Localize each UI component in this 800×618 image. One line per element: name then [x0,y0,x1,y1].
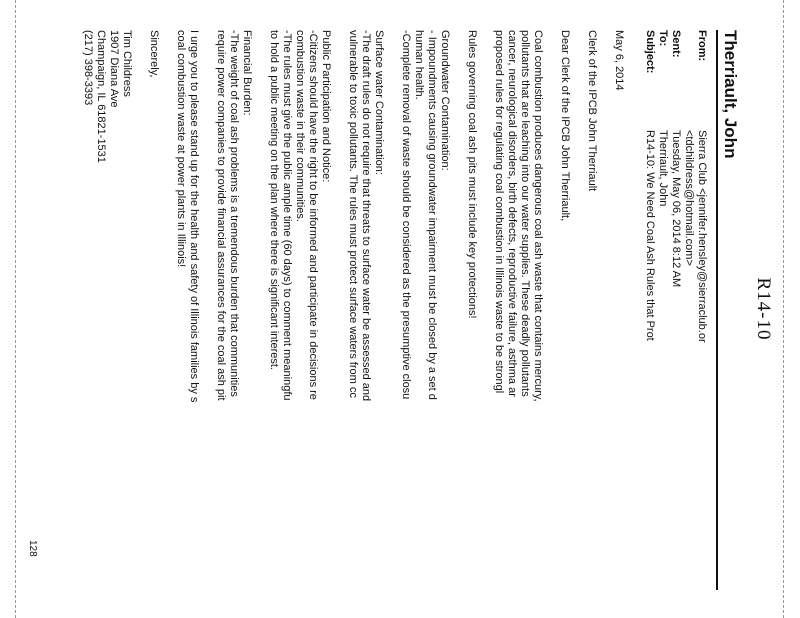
sender-name: Therriault, John [721,30,740,159]
letter-salutation: Dear Clerk of the IPCB John Therriault, [559,30,571,222]
header-divider [716,30,718,590]
surface-water-line: -The draft rules do not require that threats to surface water be assessed and [360,30,372,402]
sent-value: Tuesday, May 06, 2014 8:12 AM [670,130,682,288]
subject-row [643,30,656,343]
groundwater-line: -Complete removal of waste should be considered as the presumptive closu [400,30,412,400]
participation-line: -Citizens should have the right to be informed and participate in decisions re [307,30,319,400]
from-label: From: [696,30,708,62]
intro-line: pollutants that are leaching into our water supplies. These deadly pollutants [519,30,531,397]
subject-label: Subject: [644,30,656,74]
surface-water-heading: Surface water Contamination: [373,30,385,175]
groundwater-line: - Impoundments causing groundwater impairment must be closed by a set d [426,30,438,400]
sent-label: Sent: [670,30,682,58]
groundwater-line: human health. [413,30,425,100]
financial-line: require power companies to provide financial assurances for the coal ash pit [215,30,227,401]
subject-value: R14-10: We Need Coal Ash Rules that Prot [644,130,656,341]
signature-phone: (217) 398-3393 [82,30,94,106]
participation-line: -The rules must give the public ample time (60 days) to comment meaningfu [281,30,293,401]
scan-artifact-top [782,0,784,618]
signature-street: 1907 Diana Ave [108,30,120,108]
from-value-email: <tdchildress@hotmail.com> [683,130,695,266]
letter-recipient: Clerk of the IPCB John Therriault [586,30,598,192]
email-header [643,30,708,343]
participation-line: to hold a public meeting on the plan where there is significant interest. [268,30,280,370]
protections-line: Rules governing coal ash pits must include key protections! [466,30,478,319]
financial-line: -The weight of coal ash problems is a tremendous burden that communities [228,30,240,397]
participation-heading: Public Participation and Notice: [320,30,332,183]
surface-water-line: vulnerable to toxic pollutants. The rules must protect surface waters from cc [347,30,359,398]
from-value: Sierra Club <jennifer.hensley@sierraclub.or [696,130,708,343]
closing-line: coal combustion waste at power plants in Illinois! [175,30,187,268]
intro-line: cancer, neurological disorders, birth defects, reproductive failure, asthma ar [506,30,518,397]
participation-line: combustion waste in their communities. [294,30,306,222]
to-label: To: [657,30,669,47]
docket-number: R14-10 [753,277,774,341]
to-row [656,30,669,343]
scan-artifact-bottom [14,0,16,618]
signature-name: Tim Childress [121,30,133,97]
to-value: Therriault, John [657,130,669,207]
intro-line: Coal combustion produces dangerous coal ash waste that contains mercury, [532,30,544,402]
intro-line: proposed rules for regulating coal combustion in Illinois waste to be strongl [493,30,505,394]
groundwater-heading: Groundwater Contamination: [439,30,451,171]
closing-line: I urge you to please stand up for the health and safety of Illinois families by s [188,30,200,403]
letter-date: May 6, 2014 [613,30,625,91]
letter-body [81,30,625,618]
financial-heading: Financial Burden: [241,30,253,116]
page-number: 128 [27,540,38,557]
sent-row [669,30,682,343]
signature-city: Champaign, IL 61821-1531 [95,30,107,163]
from-row [695,30,708,343]
signoff: Sincerely, [148,30,160,78]
from-row-continued [682,30,695,343]
